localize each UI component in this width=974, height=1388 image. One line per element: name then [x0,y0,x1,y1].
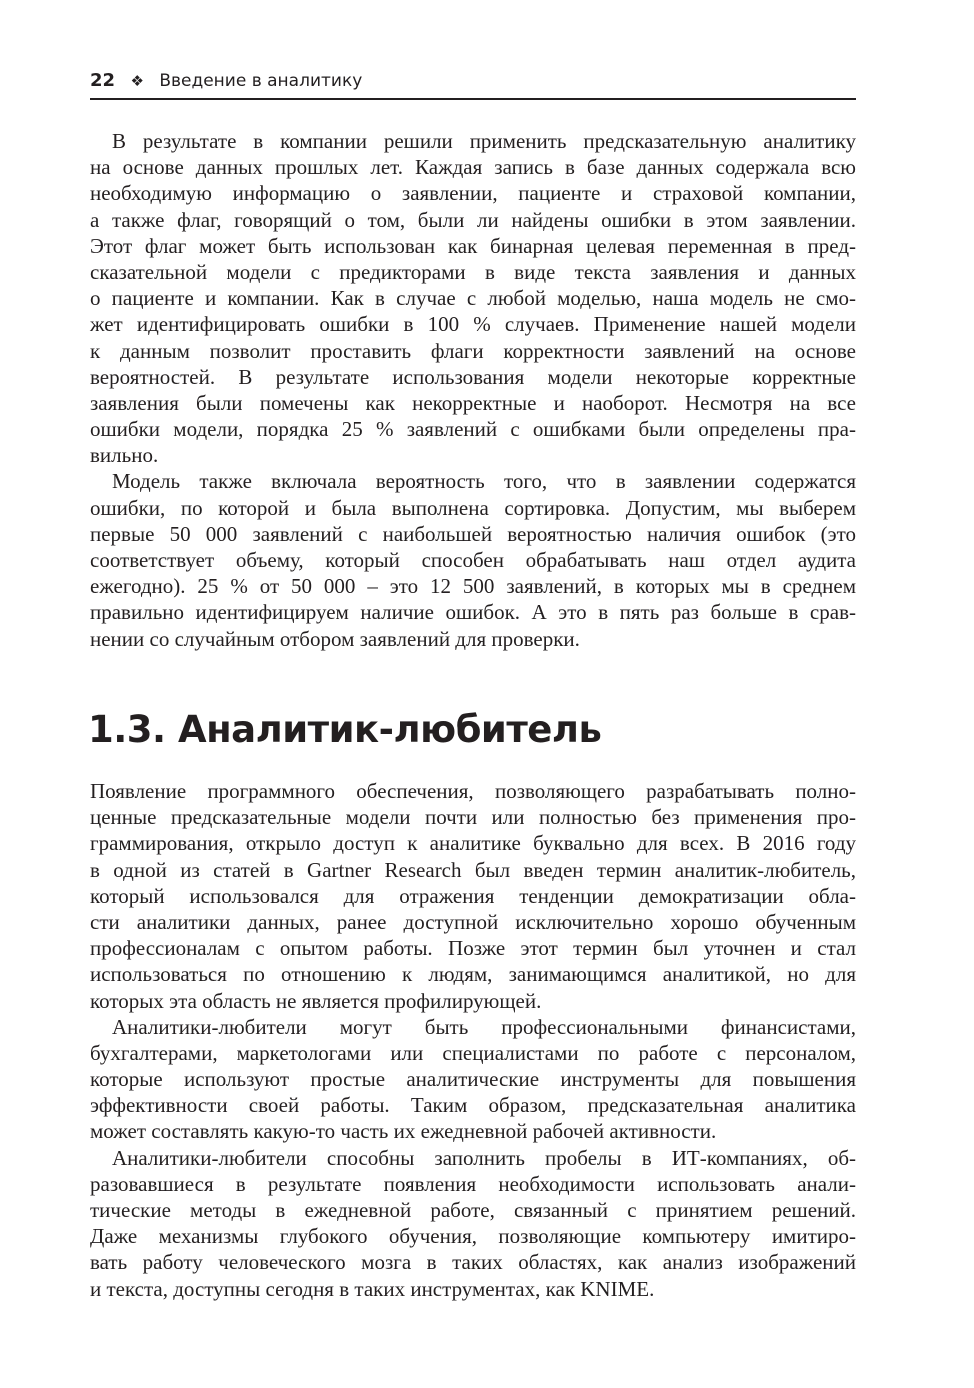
running-header [90,70,856,100]
text-line: ценные предсказательные модели почти или полностью без применения про- [90,805,856,830]
text-line: Модель также включала вероятность того, что в заявлении содержатся [112,469,856,494]
ornament-icon: ❖ [130,72,144,90]
paragraph [90,778,856,1014]
text-line: жет идентифицировать ошибки в 100 % случаев. Применение нашей модели [90,312,856,337]
paragraph [90,468,856,651]
text-line: сти аналитики данных, ранее доступной исключительно хорошо обученным [90,909,856,934]
text-line: правильно идентифицируем наличие ошибок. А это в пять раз больше в срав- [90,600,856,625]
text-line: использоваться по отношению к людям, занимающимся аналитикой, но для [90,962,856,987]
text-line: Даже механизмы глубокого обучения, позволяющие компьютеру имитиро- [90,1224,856,1249]
section-heading: 1.3. Аналитик-любитель [88,708,602,751]
text-line: нении со случайным отбором заявлений для проверки. [90,626,580,651]
text-line: первые 50 000 заявлений с наибольшей вероятностью наличия ошибок (это [90,521,856,546]
text-line: Появление программного обеспечения, позволяющего разрабатывать полно- [90,779,856,803]
text-line: ошибки, по которой и была выполнена сортировка. Допустим, мы выберем [90,495,856,520]
text-line: заявления были помечены как некорректные и наоборот. Несмотря на все [90,390,856,415]
text-line: профессионалам с опытом работы. Позже этот термин был уточнен и стал [90,936,856,961]
text-line: ошибки модели, порядка 25 % заявлений с ошибками были определены пра- [90,417,856,442]
text-line: которых эта область не является профилирующей. [90,988,542,1013]
text-line: тические методы в ежедневной работе, связанный с принятием решений. [90,1198,856,1222]
text-line: граммирования, открыло доступ к аналитике буквально для всех. В 2016 году [90,831,856,856]
text-line: которые используют простые аналитические инструменты для повышения [90,1067,856,1092]
text-line: В результате в компании решили применить предсказательную аналитику [112,129,856,153]
text-line: бухгалтерами, маркетологами или специалистами по работе с персоналом, [90,1040,856,1065]
text-line: разовавшиеся в результате появления необходимости использовать анали- [90,1171,856,1196]
paragraph [90,1014,856,1145]
header-rule [90,98,856,100]
text-line: а также флаг, говорящий о том, были ли найдены ошибки в этом заявлении. [90,207,856,232]
text-line: эффективности своей работы. Таким образом, предсказательная аналитика [90,1093,856,1118]
text-line: о пациенте и компании. Как в случае с любой моделью, наша модель не смо- [90,286,856,311]
text-line: в одной из статей в Gartner Research был введен термин аналитик-любитель, [90,857,856,882]
text-line: соответствует объему, который способен обрабатывать наш отдел аудита [90,548,856,572]
text-line: вать работу человеческого мозга в таких областях, как анализ изображений [90,1250,856,1275]
paragraph [90,1145,856,1302]
text-line: необходимую информацию о заявлении, пациенте и страховой компании, [90,181,856,206]
body-text-before [90,128,856,652]
text-line: Этот флаг может быть использован как бинарная целевая переменная в пред- [90,233,856,258]
text-line: Аналитики-любители могут быть профессиональными финансистами, [112,1014,856,1039]
text-line: к данным позволит проставить флаги корректности заявлений на основе [90,338,856,363]
text-line: сказательной модели с предикторами в виде текста заявления и данных [90,259,856,284]
text-line: может составлять какую-то часть их ежедневной рабочей активности. [90,1119,717,1144]
paragraph [90,128,856,468]
running-title: Введение в аналитику [159,71,363,91]
body-text-after [90,778,856,1302]
text-line: который использовался для отражения тенденции демократизации обла- [90,883,856,908]
text-line: вильно. [90,443,159,468]
text-line: Аналитики-любители способны заполнить пробелы в ИТ-компаниях, об- [112,1145,856,1170]
text-line: вероятностей. В результате использования модели некоторые корректные [90,364,856,389]
text-line: на основе данных прошлых лет. Каждая запись в базе данных содержала всю [90,155,856,180]
page-number: 22 [90,70,116,91]
text-line: ежегодно). 25 % от 50 000 – это 12 500 заявлений, в которых мы в среднем [90,574,856,599]
text-line: и текста, доступны сегодня в таких инструментах, как KNIME. [90,1276,655,1301]
